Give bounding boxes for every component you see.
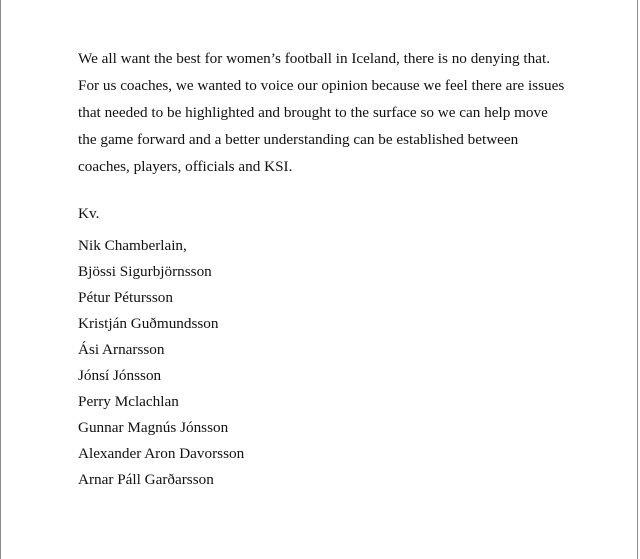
- signatory-name: Ási Arnarsson: [78, 341, 165, 358]
- paragraph-line: For us coaches, we wanted to voice our opinion because we feel there are issues: [78, 77, 565, 94]
- signatory-name: Jónsí Jónsson: [78, 367, 162, 384]
- signatory-name: Nik Chamberlain,: [78, 237, 187, 254]
- signatory-name: Arnar Páll Garðarsson: [78, 471, 214, 488]
- paragraph-line: We all want the best for women’s football in Iceland, there is no denying that.: [78, 50, 550, 67]
- paragraph-line: the game forward and a better understanding can be established between: [78, 131, 519, 148]
- signatory-name: Bjössi Sigurbjörnsson: [78, 263, 212, 280]
- signatory-list: [78, 233, 244, 493]
- body-paragraph: [78, 45, 618, 180]
- signatory-name: Kristján Guðmundsson: [78, 315, 219, 332]
- closing-salutation: Kv.: [78, 205, 100, 222]
- signatory-name: Gunnar Magnús Jónsson: [78, 419, 229, 436]
- signatory-name: Pétur Pétursson: [78, 289, 173, 306]
- paragraph-line: coaches, players, officials and KSI.: [78, 158, 293, 175]
- signatory-name: Alexander Aron Davorsson: [78, 445, 245, 462]
- paragraph-line: that needed to be highlighted and brought to the surface so we can help move: [78, 104, 548, 121]
- signatory-name: Perry Mclachlan: [78, 393, 179, 410]
